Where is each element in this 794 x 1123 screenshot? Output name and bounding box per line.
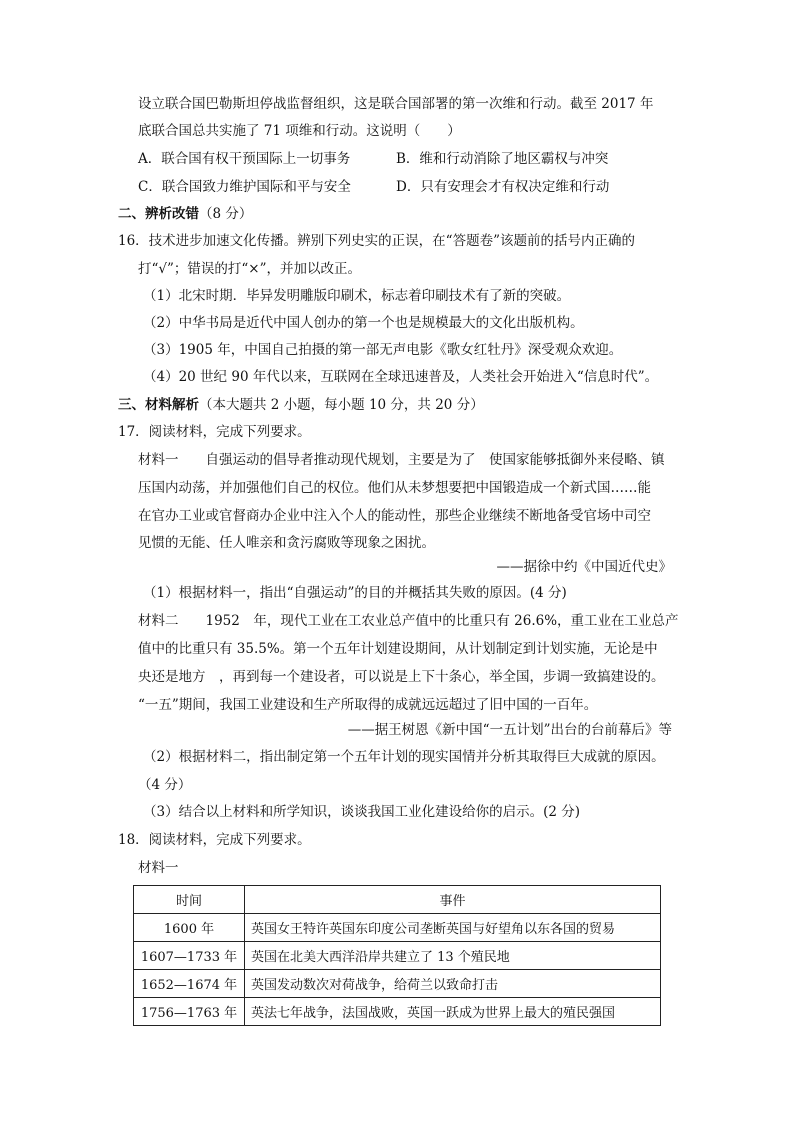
- table-row: [134, 970, 661, 998]
- q17-material-1-source: ——据徐中约《中国近代史》: [496, 559, 672, 575]
- q17-material-2-line-3: 央还是地方 ，再到每一个建设者，可以说是上下十条心，举全国，步调一致搞建设的。: [138, 669, 665, 685]
- q15-option-b: B．维和行动消除了地区霸权与冲突: [396, 151, 609, 167]
- q16-stem-line-1: 16．技术进步加速文化传播。辨别下列史实的正误，在“答题卷”该题前的括号内正确的: [118, 233, 635, 249]
- table-cell-time: 1607—1733 年: [134, 942, 245, 970]
- table-cell-event: 英法七年战争，法国战败，英国一跃成为世界上最大的殖民强国: [245, 998, 661, 1026]
- q17-intro: 17．阅读材料，完成下列要求。: [118, 424, 311, 440]
- q15-option-a: A．联合国有权干预国际上一切事务: [138, 151, 351, 167]
- q16-item-4: （4）20 世纪 90 年代以来，互联网在全球迅速普及，人类社会开始进入“信息时代”。: [143, 369, 659, 385]
- section-3-heading: [118, 396, 484, 414]
- section-2-score: （8 分）: [199, 206, 253, 222]
- q17-material-1-line-3: 在官办工业或官督商办企业中注入个人的能动性，那些企业继续不断地备受官场中司空: [138, 508, 651, 524]
- q15-option-d: D．只有安理会才有权决定维和行动: [396, 179, 610, 195]
- section-3-score: （本大题共 2 小题，每小题 10 分，共 20 分）: [199, 397, 484, 413]
- table-row: [134, 942, 661, 970]
- q17-question-2-line-1: （2）根据材料二，指出制定第一个五年计划的现实国情并分析其取得巨大成就的原因。: [143, 749, 665, 765]
- section-3-title: 三、材料解析: [118, 397, 199, 413]
- q17-material-1-line-2: 压国内动荡，并加强他们自己的权位。他们从未梦想要把中国锻造成一个新式国……能: [138, 480, 651, 496]
- table-cell-event: 英国女王特许英国东印度公司垄断英国与好望角以东各国的贸易: [245, 914, 661, 942]
- q17-material-1-line-4: 见惯的无能、任人唯亲和贪污腐败等现象之困扰。: [138, 535, 435, 551]
- section-2-title: 二、辨析改错: [118, 206, 199, 222]
- q18-intro: 18．阅读材料，完成下列要求。: [118, 832, 311, 848]
- table-header-time: 时间: [134, 886, 245, 914]
- q16-item-1: （1）北宋时期．毕异发明雕版印刷术，标志着印刷技术有了新的突破。: [143, 288, 571, 304]
- table-cell-time: 1756—1763 年: [134, 998, 245, 1026]
- table-cell-time: 1600 年: [134, 914, 245, 942]
- q15-stem-line-1: 设立联合国巴勒斯坦停战监督组织，这是联合国部署的第一次维和行动。截至 2017 年: [138, 96, 654, 112]
- section-2-heading: [118, 205, 252, 223]
- table-cell-event: 英国在北美大西洋沿岸共建立了 13 个殖民地: [245, 942, 661, 970]
- q17-question-3: （3）结合以上材料和所学知识，谈谈我国工业化建设给你的启示。(2 分): [143, 804, 581, 820]
- q15-stem-line-2: 底联合国总共实施了 71 项维和行动。这说明（ ）: [138, 123, 461, 139]
- q17-material-1-line-1: 材料一 自强运动的倡导者推动现代规划，主要是为了 使国家能够抵御外来侵略、镇: [138, 452, 665, 468]
- table-cell-time: 1652—1674 年: [134, 970, 245, 998]
- q16-item-3: （3）1905 年，中国自己拍摄的第一部无声电影《歌女红牡丹》深受观众欢迎。: [143, 342, 623, 358]
- q16-item-2: （2）中华书局是近代中国人创办的第一个也是规模最大的文化出版机构。: [143, 315, 584, 331]
- table-row: [134, 914, 661, 942]
- q18-events-table: [133, 885, 661, 1026]
- q16-stem-line-2: 打“√”；错误的打“×”，并加以改正。: [138, 261, 362, 277]
- q17-question-1: （1）根据材料一，指出“自强运动”的目的并概括其失败的原因。(4 分): [143, 585, 567, 601]
- table-row: [134, 998, 661, 1026]
- q18-material-1-label: 材料一: [138, 860, 179, 876]
- q17-material-2-source: ——据王树恩《新中国“一五计划”出台的台前幕后》等: [347, 722, 672, 738]
- table-cell-event: 英国发动数次对荷战争，给荷兰以致命打击: [245, 970, 661, 998]
- q17-material-2-line-2: 值中的比重只有 35.5%。第一个五年计划建设期间，从计划制定到计划实施，无论是中: [138, 641, 658, 657]
- q17-material-2-line-1: 材料二 1952 年，现代工业在工农业总产值中的比重只有 26.6%，重工业在工业总产: [138, 613, 679, 629]
- q15-option-c: C．联合国致力维护国际和平与安全: [138, 179, 351, 195]
- q17-question-2-line-2: （4 分）: [138, 777, 192, 793]
- table-header-row: [134, 886, 661, 914]
- q17-material-2-line-4: “一五”期间，我国工业建设和生产所取得的成就远远超过了旧中国的一百年。: [138, 697, 598, 713]
- table-header-event: 事件: [245, 886, 661, 914]
